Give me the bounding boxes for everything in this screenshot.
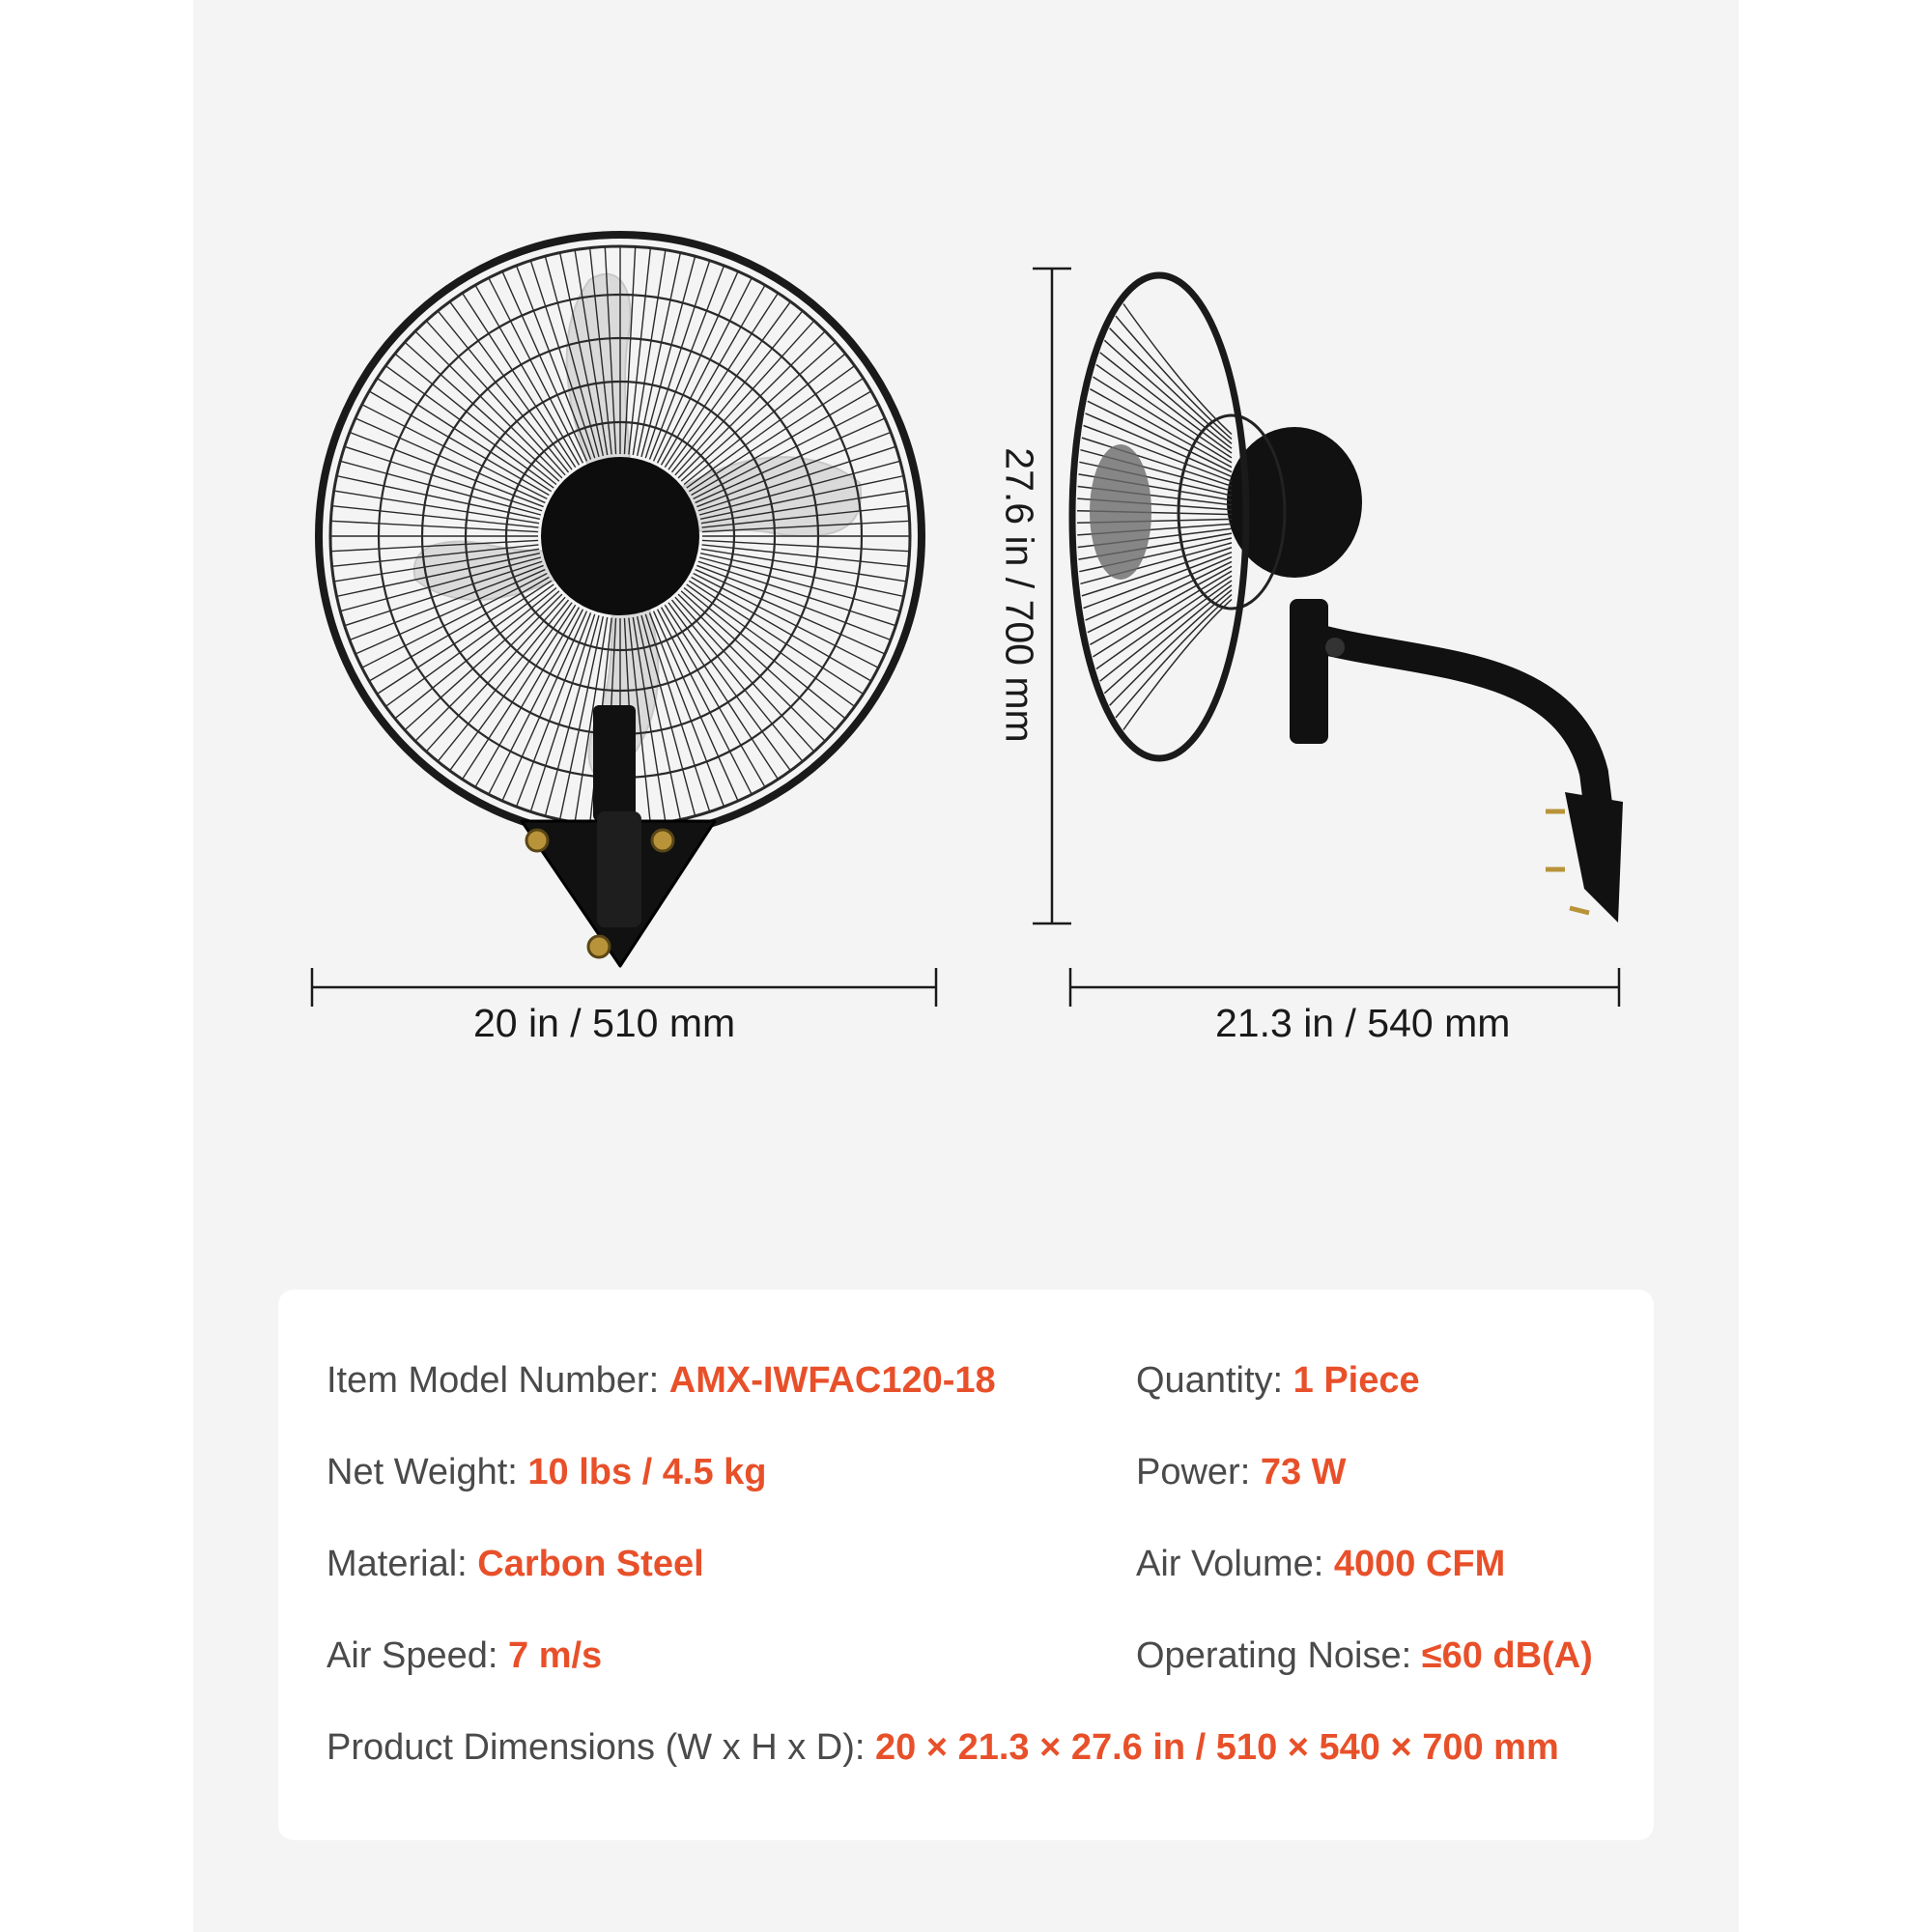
spec-power bbox=[1136, 1452, 1347, 1493]
spec-quantity-value: 1 Piece bbox=[1293, 1360, 1420, 1401]
spec-power-label: Power: bbox=[1136, 1452, 1261, 1492]
spec-material-label: Material: bbox=[327, 1544, 478, 1584]
spec-material bbox=[327, 1544, 704, 1585]
spec-dimensions-label: Product Dimensions (W x H x D): bbox=[327, 1727, 875, 1768]
spec-dimensions bbox=[327, 1727, 1559, 1769]
spec-weight-value: 10 lbs / 4.5 kg bbox=[527, 1452, 767, 1492]
spec-air-volume bbox=[1136, 1544, 1505, 1585]
spec-power-value: 73 W bbox=[1260, 1452, 1347, 1492]
spec-noise bbox=[1136, 1635, 1593, 1677]
height-label: 27.6 in / 700 mm bbox=[997, 447, 1042, 743]
spec-quantity-label: Quantity: bbox=[1136, 1360, 1293, 1401]
spec-material-value: Carbon Steel bbox=[477, 1544, 704, 1584]
spec-air-speed bbox=[327, 1635, 602, 1677]
spec-model-value: AMX-IWFAC120-18 bbox=[668, 1360, 996, 1401]
spec-air-volume-label: Air Volume: bbox=[1136, 1544, 1334, 1584]
front-fan-image bbox=[319, 235, 922, 966]
spec-air-speed-label: Air Speed: bbox=[327, 1635, 508, 1676]
spec-air-speed-value: 7 m/s bbox=[508, 1635, 603, 1676]
spec-noise-label: Operating Noise: bbox=[1136, 1635, 1422, 1676]
spec-dimensions-value: 20 × 21.3 × 27.6 in / 510 × 540 × 700 mm bbox=[875, 1727, 1559, 1768]
spec-quantity bbox=[1136, 1360, 1420, 1402]
spec-model-label: Item Model Number: bbox=[327, 1360, 669, 1401]
spec-air-volume-value: 4000 CFM bbox=[1333, 1544, 1506, 1584]
spec-model bbox=[327, 1360, 996, 1402]
spec-noise-value: ≤60 dB(A) bbox=[1421, 1635, 1593, 1676]
spec-weight bbox=[327, 1452, 767, 1493]
side-depth-label: 21.3 in / 540 mm bbox=[1215, 1001, 1511, 1045]
spec-weight-label: Net Weight: bbox=[327, 1452, 528, 1492]
side-fan-image bbox=[1072, 275, 1623, 923]
front-width-label: 20 in / 510 mm bbox=[473, 1001, 736, 1045]
